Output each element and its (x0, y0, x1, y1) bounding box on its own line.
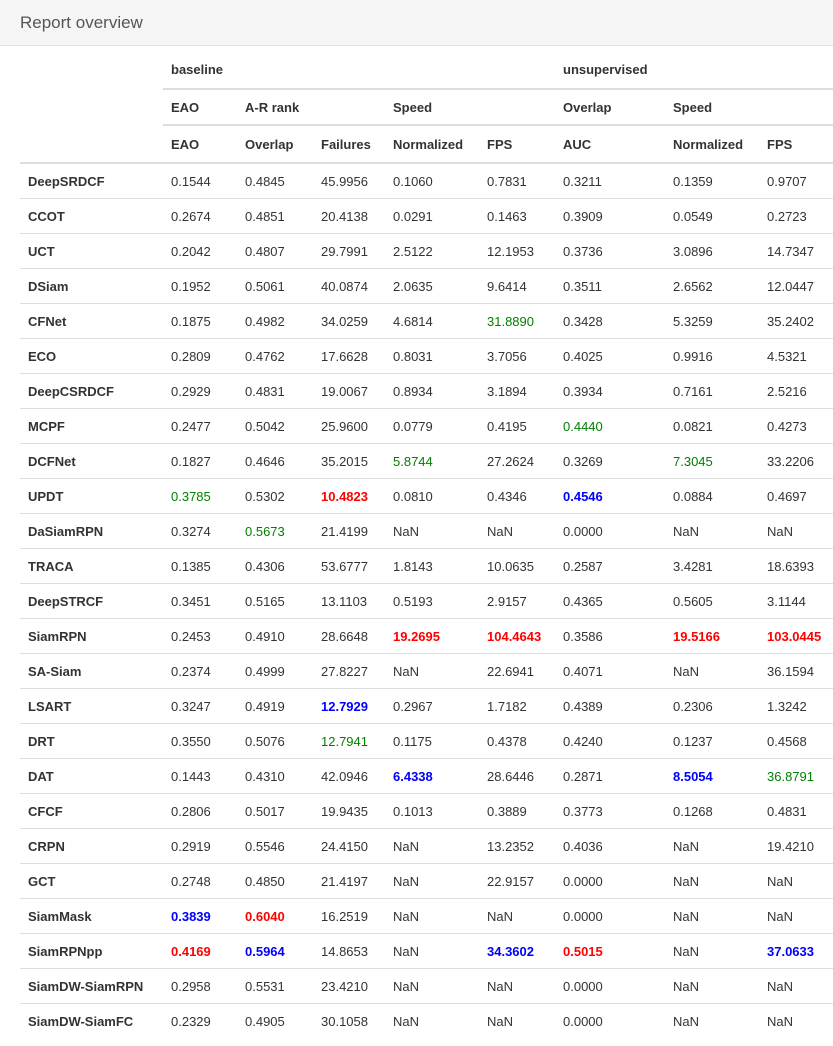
table-cell: 0.9707 (767, 173, 807, 189)
table-cell: 21.4197 (313, 864, 385, 899)
table-row (20, 934, 833, 969)
tracker-name: DeepCSRDCF (20, 374, 163, 409)
tracker-name: CCOT (20, 199, 163, 234)
table-cell: 0.4025 (555, 339, 665, 374)
tracker-name: GCT (20, 864, 163, 899)
table-cell: 0.9916 (665, 339, 759, 374)
tracker-name: ECO (20, 339, 163, 374)
table-cell: 25.9600 (313, 409, 385, 444)
table-cell: NaN (665, 1004, 759, 1039)
table-cell: 8.5054 (665, 759, 759, 794)
table-cell: 0.2674 (163, 199, 237, 234)
tracker-name: SiamMask (20, 899, 163, 934)
group-header-row (20, 51, 833, 89)
table-cell: 0.4910 (237, 619, 313, 654)
table-cell: 0.0291 (385, 199, 479, 234)
table-cell: 0.1237 (665, 724, 759, 759)
table-cell: 0.3269 (555, 444, 665, 479)
table-cell: 0.3934 (555, 374, 665, 409)
table-cell: NaN (665, 654, 759, 689)
subgroup-header-speed: Speed (385, 89, 555, 125)
table-row (20, 479, 833, 514)
table-cell: 0.5964 (237, 934, 313, 969)
table-cell: 3.4281 (665, 549, 759, 584)
column-header-row (20, 125, 833, 163)
table-cell: 0.2723 (759, 199, 833, 234)
table-cell: NaN (385, 654, 479, 689)
table-cell: NaN (385, 864, 479, 899)
table-row (20, 584, 833, 619)
column-header: Normalized (385, 125, 479, 163)
table-cell: 0.1443 (163, 759, 237, 794)
table-cell: 0.2967 (385, 689, 479, 724)
table-row (20, 269, 833, 304)
table-cell: 21.4199 (313, 514, 385, 549)
table-cell: 27.8227 (313, 654, 385, 689)
table-cell: 16.2519 (313, 899, 385, 934)
table-row (20, 759, 833, 794)
table-cell: 0.4999 (237, 654, 313, 689)
table-row (20, 199, 833, 234)
table-cell: 0.2809 (163, 339, 237, 374)
table-cell: 0.3211 (563, 173, 602, 189)
table-cell: 12.1953 (479, 234, 555, 269)
tracker-name: DAT (20, 759, 163, 794)
table-cell: 0.4845 (245, 173, 285, 189)
table-cell: 0.4831 (759, 794, 833, 829)
table-cell: 0.4306 (237, 549, 313, 584)
tracker-name: DeepSTRCF (20, 584, 163, 619)
table-cell: 0.1268 (665, 794, 759, 829)
table-cell: 42.0946 (313, 759, 385, 794)
table-cell: 0.5165 (237, 584, 313, 619)
table-cell: 0.2929 (163, 374, 237, 409)
table-cell: 20.4138 (313, 199, 385, 234)
tracker-name: UPDT (20, 479, 163, 514)
table-cell: 0.3736 (555, 234, 665, 269)
table-row (20, 899, 833, 934)
table-body (20, 163, 833, 1038)
table-cell: 37.0633 (759, 934, 833, 969)
table-cell: 2.5216 (759, 374, 833, 409)
table-cell: 4.6814 (385, 304, 479, 339)
corner-cell (20, 51, 163, 89)
table-cell: NaN (479, 899, 555, 934)
column-header: FPS (479, 125, 555, 163)
table-row (20, 234, 833, 269)
table-cell: 0.0779 (385, 409, 479, 444)
table-cell: 0.1463 (479, 199, 555, 234)
tracker-name: CRPN (20, 829, 163, 864)
table-cell: NaN (479, 969, 555, 1004)
table-cell: 13.1103 (313, 584, 385, 619)
table-cell: 0.3511 (555, 269, 665, 304)
table-cell: 0.2042 (163, 234, 237, 269)
table-cell: 3.1894 (479, 374, 555, 409)
tracker-name: DaSiamRPN (20, 514, 163, 549)
table-cell: 0.1827 (163, 444, 237, 479)
table-cell: 0.3586 (555, 619, 665, 654)
table-cell: 0.4831 (237, 374, 313, 409)
column-header: Normalized (665, 125, 759, 163)
table-cell: 104.4643 (479, 619, 555, 654)
table-cell: 9.6414 (479, 269, 555, 304)
column-header: EAO (163, 125, 237, 163)
table-cell: 0.0000 (555, 899, 665, 934)
table-cell: 0.0810 (385, 479, 479, 514)
table-cell: 0.2329 (163, 1004, 237, 1039)
table-cell: 0.1060 (393, 173, 433, 189)
table-cell: 0.3550 (163, 724, 237, 759)
table-cell: 0.4169 (163, 934, 237, 969)
table-cell: 0.4982 (237, 304, 313, 339)
table-row (20, 794, 833, 829)
table-cell: 0.4905 (237, 1004, 313, 1039)
table-cell: 0.1385 (163, 549, 237, 584)
tracker-name: CFNet (20, 304, 163, 339)
tracker-name: DRT (20, 724, 163, 759)
table-row (20, 864, 833, 899)
column-header: FPS (759, 125, 833, 163)
table-cell: 14.8653 (313, 934, 385, 969)
table-cell: NaN (759, 1004, 833, 1039)
table-cell: 0.0000 (555, 864, 665, 899)
table-cell: NaN (385, 1004, 479, 1039)
table-cell: 0.2587 (555, 549, 665, 584)
table-cell: 24.4150 (313, 829, 385, 864)
tracker-name: TRACA (20, 549, 163, 584)
table-row (20, 619, 833, 654)
table-cell: 4.5321 (759, 339, 833, 374)
table-cell: NaN (385, 514, 479, 549)
table-cell: NaN (479, 514, 555, 549)
table-cell: 0.1544 (171, 173, 211, 189)
table-cell: 0.4195 (479, 409, 555, 444)
tracker-name: DeepSRDCF (28, 173, 105, 189)
table-cell: 0.3889 (479, 794, 555, 829)
table-cell: 0.2374 (163, 654, 237, 689)
table-cell: 0.4568 (759, 724, 833, 759)
table-cell: 5.8744 (385, 444, 479, 479)
table-cell: 0.5531 (237, 969, 313, 1004)
page-title: Report overview (20, 13, 143, 32)
table-cell: 19.2695 (385, 619, 479, 654)
table-cell: 0.4762 (237, 339, 313, 374)
table-cell: 0.4365 (555, 584, 665, 619)
table-cell: 0.0821 (665, 409, 759, 444)
table-cell: 0.4850 (237, 864, 313, 899)
tracker-name: UCT (20, 234, 163, 269)
table-cell: NaN (665, 829, 759, 864)
report-header (0, 0, 833, 46)
table-cell: NaN (385, 969, 479, 1004)
table-cell: 34.3602 (479, 934, 555, 969)
table-cell: 0.5546 (237, 829, 313, 864)
subgroup-header-ar-rank: A-R rank (237, 89, 385, 125)
corner-cell (20, 125, 163, 163)
tracker-name: SiamDW-SiamRPN (20, 969, 163, 1004)
table-cell: 13.2352 (479, 829, 555, 864)
table-cell: 0.3274 (163, 514, 237, 549)
table-cell: 28.6446 (479, 759, 555, 794)
table-cell: 12.0447 (759, 269, 833, 304)
table-cell: 0.3839 (163, 899, 237, 934)
table-cell: 0.4378 (479, 724, 555, 759)
table-cell: 0.3785 (163, 479, 237, 514)
corner-cell (20, 89, 163, 125)
table-cell: NaN (665, 514, 759, 549)
subgroup-header-speed: Speed (665, 89, 833, 125)
table-cell: 0.1359 (673, 173, 713, 189)
table-cell: NaN (759, 899, 833, 934)
table-cell: 33.2206 (759, 444, 833, 479)
table-cell: 0.2453 (163, 619, 237, 654)
table-cell: 30.1058 (313, 1004, 385, 1039)
table-cell: 0.5061 (237, 269, 313, 304)
table-cell: 0.5042 (237, 409, 313, 444)
subgroup-header-eao: EAO (163, 89, 237, 125)
table-cell: 45.9956 (321, 173, 368, 189)
table-cell: 0.1952 (163, 269, 237, 304)
table-cell: 0.5673 (237, 514, 313, 549)
table-cell: 0.4071 (555, 654, 665, 689)
table-cell: 31.8890 (479, 304, 555, 339)
table-cell: 2.5122 (385, 234, 479, 269)
table-cell: 0.8031 (385, 339, 479, 374)
table-cell: NaN (665, 899, 759, 934)
table-cell: 0.2871 (555, 759, 665, 794)
table-cell: 0.1175 (385, 724, 479, 759)
table-cell: 0.5193 (385, 584, 479, 619)
table-cell: 0.3247 (163, 689, 237, 724)
table-cell: 0.2748 (163, 864, 237, 899)
table-cell: 14.7347 (759, 234, 833, 269)
table-cell: 0.4036 (555, 829, 665, 864)
tracker-name: CFCF (20, 794, 163, 829)
table-cell: 0.4440 (555, 409, 665, 444)
table-cell: 0.0549 (665, 199, 759, 234)
table-cell: 5.3259 (665, 304, 759, 339)
table-cell: 0.5017 (237, 794, 313, 829)
table-cell: 0.0884 (665, 479, 759, 514)
column-header: Overlap (237, 125, 313, 163)
table-row (20, 654, 833, 689)
table-cell: 0.4807 (237, 234, 313, 269)
table-cell: 29.7991 (313, 234, 385, 269)
tracker-name: MCPF (20, 409, 163, 444)
tracker-name: DSiam (20, 269, 163, 304)
table-cell: 10.4823 (313, 479, 385, 514)
tracker-name: SiamRPN (20, 619, 163, 654)
table-cell: 0.3773 (555, 794, 665, 829)
table-cell: NaN (759, 514, 833, 549)
column-header: Failures (313, 125, 385, 163)
tracker-name: SiamDW-SiamFC (20, 1004, 163, 1039)
table-cell: 6.4338 (385, 759, 479, 794)
table-cell: 23.4210 (313, 969, 385, 1004)
table-cell: 0.2806 (163, 794, 237, 829)
table-cell: 0.8934 (385, 374, 479, 409)
column-header: AUC (555, 125, 665, 163)
tracker-name: SA-Siam (20, 654, 163, 689)
table-cell: 0.2919 (163, 829, 237, 864)
tracker-name: DCFNet (20, 444, 163, 479)
table-cell: 19.9435 (313, 794, 385, 829)
table-cell: 0.5076 (237, 724, 313, 759)
table-cell: 34.0259 (313, 304, 385, 339)
table-cell: 0.5302 (237, 479, 313, 514)
table-cell: 22.9157 (479, 864, 555, 899)
table-cell: 3.7056 (479, 339, 555, 374)
table-cell: NaN (385, 829, 479, 864)
table-cell: 36.8791 (759, 759, 833, 794)
table-cell: NaN (759, 969, 833, 1004)
table-row (20, 409, 833, 444)
table-row (20, 689, 833, 724)
table-cell: 0.0000 (555, 969, 665, 1004)
table-cell: 19.5166 (665, 619, 759, 654)
table-cell: 0.2958 (163, 969, 237, 1004)
table-cell: NaN (759, 864, 833, 899)
table-cell: 0.7831 (487, 173, 527, 189)
table-row (20, 549, 833, 584)
table-row (20, 339, 833, 374)
table-cell: 0.3451 (163, 584, 237, 619)
table-cell: 7.3045 (665, 444, 759, 479)
table-cell: 0.4546 (555, 479, 665, 514)
table-cell: 35.2015 (313, 444, 385, 479)
table-cell: 1.8143 (385, 549, 479, 584)
tracker-name: LSART (20, 689, 163, 724)
table-row (20, 1004, 833, 1039)
table-cell: 0.4346 (479, 479, 555, 514)
table-cell: 22.6941 (479, 654, 555, 689)
table-cell: 0.3909 (555, 199, 665, 234)
table-cell: 0.2477 (163, 409, 237, 444)
table-cell: 19.0067 (313, 374, 385, 409)
table-cell: 0.0000 (555, 514, 665, 549)
group-header-unsupervised: unsupervised (555, 51, 833, 89)
group-header-baseline: baseline (163, 51, 555, 89)
subgroup-header-overlap: Overlap (555, 89, 665, 125)
table-cell: 103.0445 (759, 619, 833, 654)
table-row (20, 724, 833, 759)
table-cell: 0.1875 (163, 304, 237, 339)
table-cell: 40.0874 (313, 269, 385, 304)
table-cell: 2.6562 (665, 269, 759, 304)
table-cell: 12.7941 (313, 724, 385, 759)
table-cell: 3.0896 (665, 234, 759, 269)
table-cell: 0.5605 (665, 584, 759, 619)
table-cell: 35.2402 (759, 304, 833, 339)
report-table (20, 51, 833, 1038)
table-cell: 28.6648 (313, 619, 385, 654)
table-cell: 12.7929 (313, 689, 385, 724)
table-row (20, 163, 833, 199)
table-cell: NaN (385, 934, 479, 969)
table-row (20, 304, 833, 339)
table-row (20, 969, 833, 1004)
table-row (20, 444, 833, 479)
table-cell: 0.0000 (555, 1004, 665, 1039)
table-cell: 3.1144 (759, 584, 833, 619)
table-cell: 10.0635 (479, 549, 555, 584)
table-cell: 1.3242 (759, 689, 833, 724)
table-cell: 0.7161 (665, 374, 759, 409)
table-cell: 27.2624 (479, 444, 555, 479)
table-cell: 0.4389 (555, 689, 665, 724)
table-cell: 0.6040 (237, 899, 313, 934)
table-cell: 18.6393 (759, 549, 833, 584)
table-cell: 0.4310 (237, 759, 313, 794)
table-cell: NaN (385, 899, 479, 934)
table-cell: 0.3428 (555, 304, 665, 339)
table-cell: 1.7182 (479, 689, 555, 724)
table-row (20, 514, 833, 549)
subgroup-header-row (20, 89, 833, 125)
table-cell: 0.4273 (759, 409, 833, 444)
table-cell: 0.4851 (237, 199, 313, 234)
table-cell: 36.1594 (759, 654, 833, 689)
table-cell: 0.1013 (385, 794, 479, 829)
table-cell: NaN (665, 934, 759, 969)
table-cell: 17.6628 (313, 339, 385, 374)
table-cell: 0.2306 (665, 689, 759, 724)
table-cell: 0.4919 (237, 689, 313, 724)
table-cell: NaN (665, 969, 759, 1004)
table-cell: 53.6777 (313, 549, 385, 584)
table-cell: 0.5015 (555, 934, 665, 969)
table-row (20, 829, 833, 864)
table-cell: NaN (665, 864, 759, 899)
table-cell: 0.4646 (237, 444, 313, 479)
table-cell: 2.0635 (385, 269, 479, 304)
table-cell: 0.4240 (555, 724, 665, 759)
table-row (20, 374, 833, 409)
table-cell: 19.4210 (759, 829, 833, 864)
table-cell: 0.4697 (759, 479, 833, 514)
table-cell: 2.9157 (479, 584, 555, 619)
tracker-name: SiamRPNpp (20, 934, 163, 969)
table-cell: NaN (479, 1004, 555, 1039)
